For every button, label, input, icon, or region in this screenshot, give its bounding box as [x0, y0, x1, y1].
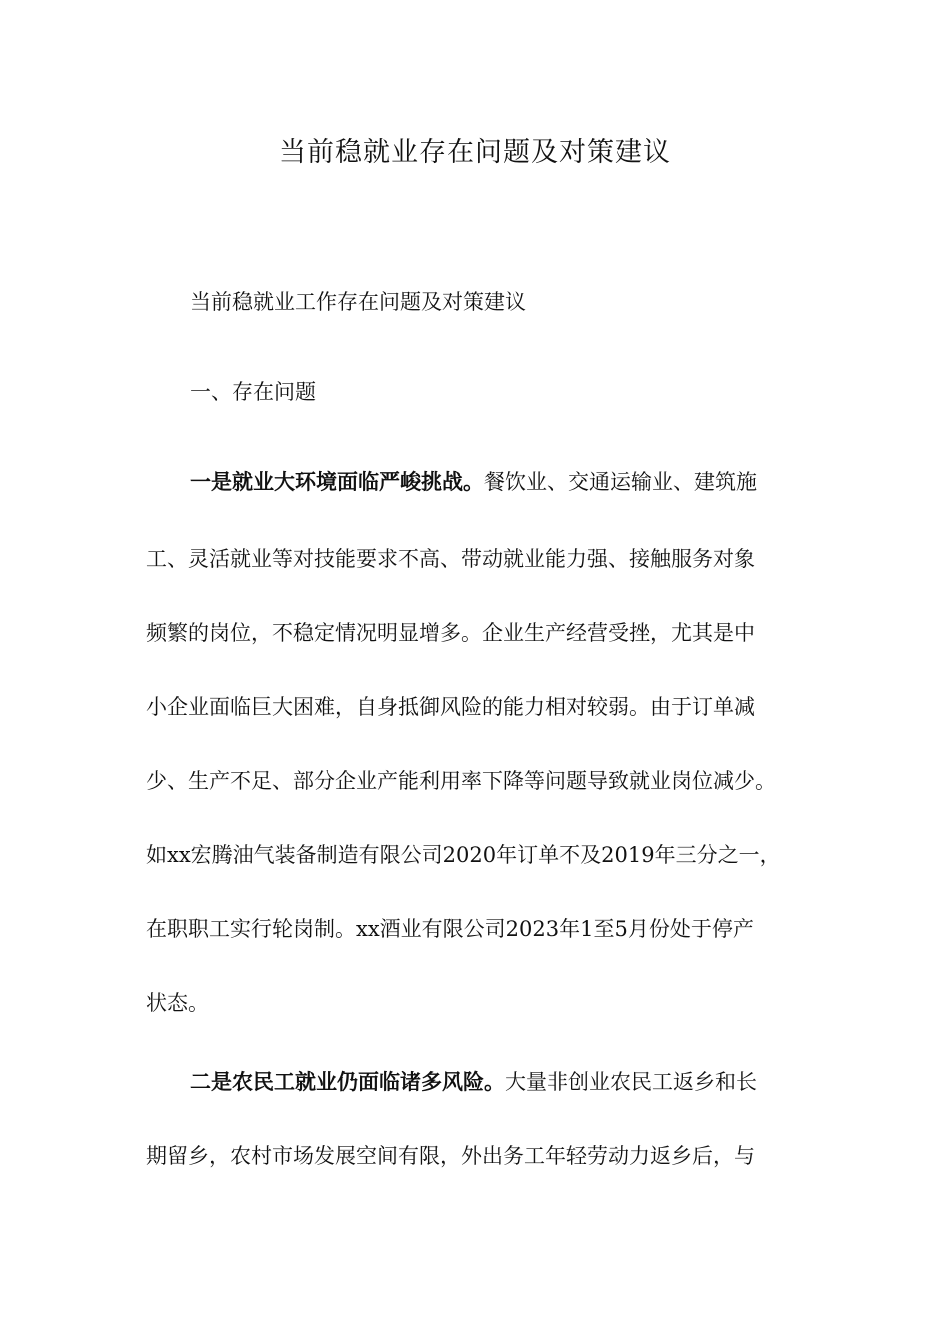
paragraph-1-line: 小企业面临巨大困难，自身抵御风险的能力相对较弱。由于订单减 — [146, 695, 755, 719]
line-spacer — [146, 582, 806, 611]
paragraph-1-line: 工、灵活就业等对技能要求不高、带动就业能力强、接触服务对象 — [146, 547, 755, 571]
paragraph-spacer — [146, 325, 806, 370]
paragraph-1-lead: 一是就业大环境面临严峻挑战。 — [190, 470, 484, 494]
paragraph-1-first-line — [146, 460, 806, 505]
paragraph-1-line1-rest: 餐饮业、交通运输业、建筑施 — [484, 470, 757, 494]
paragraph-2-line: 期留乡，农村市场发展空间有限，外出务工年轻劳动力返乡后，与 — [146, 1144, 755, 1168]
line-spacer — [146, 952, 806, 981]
document-subtitle: 当前稳就业工作存在问题及对策建议 — [190, 290, 526, 314]
paragraph-2-lead: 二是农民工就业仍面临诸多风险。 — [190, 1070, 505, 1094]
line-spacer — [146, 804, 806, 833]
paragraph-1-line: 频繁的岗位，不稳定情况明显增多。企业生产经营受挫，尤其是中 — [146, 621, 755, 645]
paragraph-1-line: 如xx宏腾油气装备制造有限公司2020年订单不及2019年三分之一， — [146, 843, 781, 867]
paragraph-1-line: 在职职工实行轮岗制。xx酒业有限公司2023年1至5月份处于停产 — [146, 917, 754, 941]
document-body — [146, 280, 806, 1179]
paragraph-spacer — [146, 1026, 806, 1060]
line-spacer — [146, 1105, 806, 1134]
paragraph-2-line1-rest: 大量非创业农民工返乡和长 — [505, 1070, 757, 1094]
paragraph-spacer — [146, 415, 806, 460]
paragraph-1-line: 少、生产不足、部分企业产能利用率下降等问题导致就业岗位减少。 — [146, 769, 776, 793]
section-heading: 一、存在问题 — [190, 380, 316, 404]
line-spacer — [146, 878, 806, 907]
line-spacer — [146, 656, 806, 685]
document-title: 当前稳就业存在问题及对策建议 — [279, 137, 671, 168]
paragraph-1-line: 状态。 — [146, 991, 209, 1015]
paragraph-2-first-line — [146, 1060, 806, 1105]
line-spacer — [146, 505, 806, 537]
line-spacer — [146, 730, 806, 759]
